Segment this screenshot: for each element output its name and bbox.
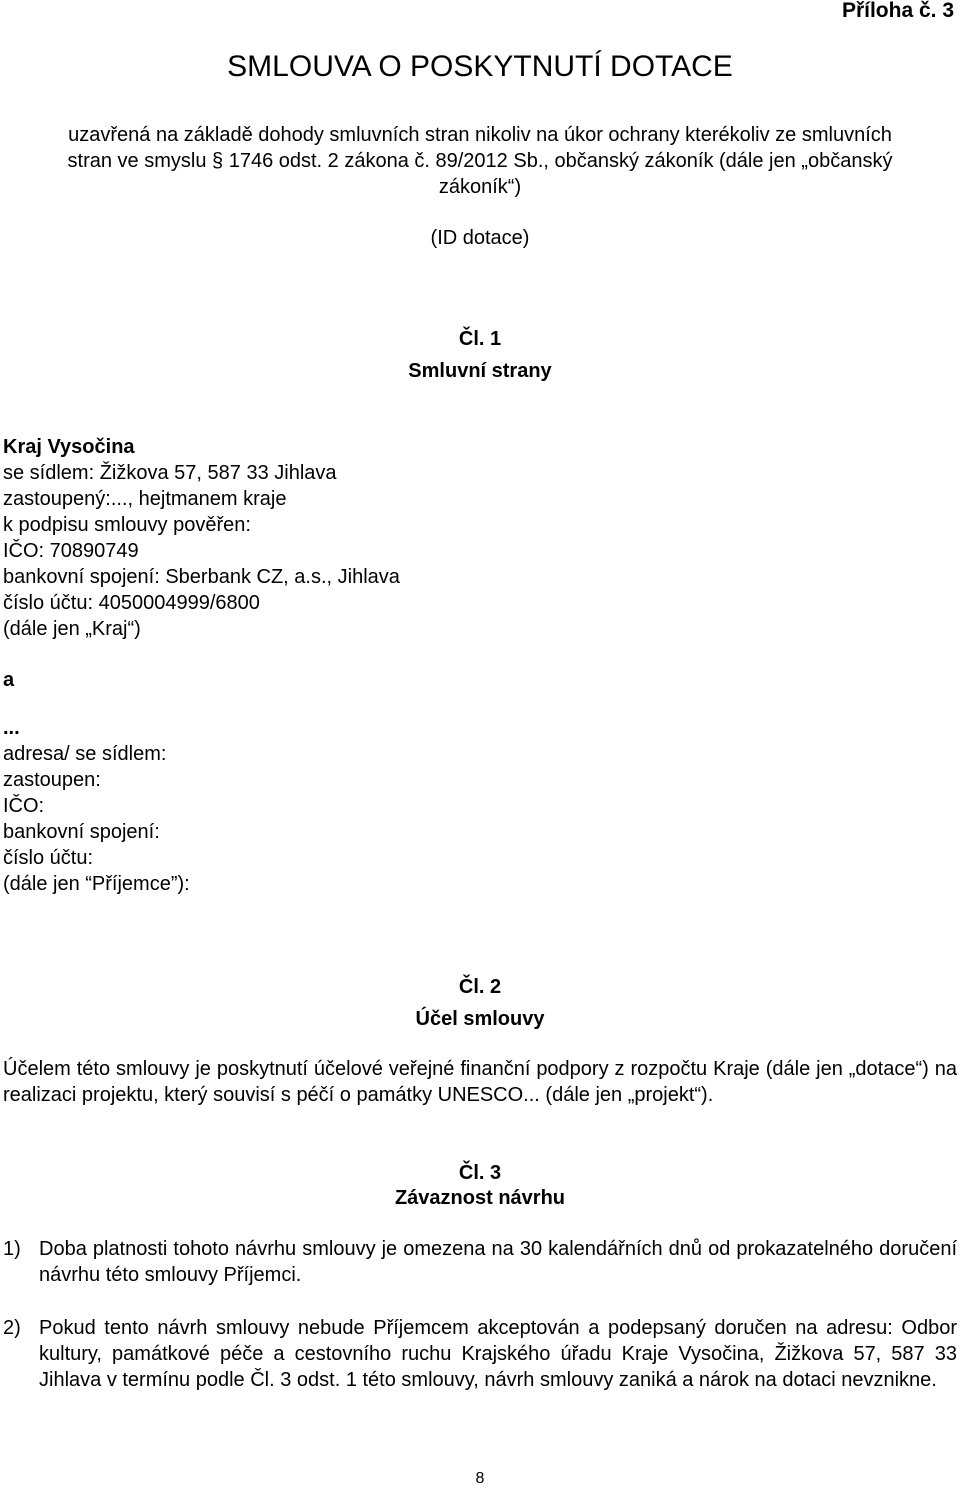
article3-item-2 (3, 1315, 957, 1393)
party1-line: bankovní spojení: Sberbank CZ, a.s., Jihlava (3, 566, 400, 588)
party2-line: (dále jen “Příjemce”): (3, 873, 190, 895)
article2-heading: Účel smlouvy (415, 1008, 545, 1030)
subtitle-line: zákoník“) (438, 176, 522, 198)
party1-line: k podpisu smlouvy pověřen: (3, 514, 251, 536)
party1-block (3, 434, 400, 642)
page-number: 8 (475, 1470, 485, 1487)
subtitle-line: stran ve smyslu § 1746 odst. 2 zákona č. 89/2012 Sb., občanský zákoník (dále jen „občanský (67, 150, 893, 172)
item-text: Pokud tento návrh smlouvy nebude Příjemcem akceptován a podepsaný doručen na adresu: Odbor kultury, památkové péče a cestovního ruchu Krajského úřadu Kraje Vysočina, Žižkova 57, 587 33 Jihlava v termínu podle Čl. 3 odst. 1 této smlouvy, návrh smlouvy zaniká a nárok na dotaci nevznikne. (39, 1317, 957, 1391)
party2-line: zastoupen: (3, 769, 101, 791)
party1-line: (dále jen „Kraj“) (3, 618, 141, 640)
document-title (0, 50, 960, 84)
article2-number: Čl. 2 (458, 976, 502, 998)
party2-block (3, 715, 190, 897)
item-number: 2) (3, 1317, 21, 1339)
article2-text: Účelem této smlouvy je poskytnutí účelové veřejné finanční podpory z rozpočtu Kraje (dále jen „dotace“) na realizaci projektu, který souvisí s péčí o památky UNESCO... (dále jen „projekt“). (3, 1058, 957, 1106)
party2-line: bankovní spojení: (3, 821, 160, 843)
party1-name: Kraj Vysočina (3, 436, 135, 458)
document-subtitle (0, 122, 960, 200)
id-line: (ID dotace) (430, 227, 530, 249)
party2-line: adresa/ se sídlem: (3, 743, 167, 765)
party2-line: číslo účtu: (3, 847, 94, 869)
party1-line: se sídlem: Žižkova 57, 587 33 Jihlava (3, 462, 337, 484)
item-number: 1) (3, 1238, 21, 1260)
party2-line: IČO: (3, 795, 45, 817)
article3-item-1 (3, 1236, 957, 1288)
annex-label: Příloha č. 3 (841, 0, 954, 22)
article1-number: Čl. 1 (458, 328, 502, 350)
article1-heading: Smluvní strany (408, 360, 552, 382)
document-title-text: SMLOUVA O POSKYTNUTÍ DOTACE (227, 50, 733, 83)
party1-line: zastoupený:..., hejtmanem kraje (3, 488, 287, 510)
party2-name: ... (3, 717, 20, 739)
article3-number: Čl. 3 (458, 1162, 502, 1184)
article3-heading: Závaznost návrhu (394, 1187, 566, 1209)
party1-line: IČO: 70890749 (3, 540, 139, 562)
party1-line: číslo účtu: 4050004999/6800 (3, 592, 260, 614)
conjunction: a (3, 669, 15, 691)
item-text: Doba platnosti tohoto návrhu smlouvy je omezena na 30 kalendářních dnů od prokazatelného doručení návrhu této smlouvy Příjemci. (39, 1238, 957, 1286)
subtitle-line: uzavřená na základě dohody smluvních stran nikoliv na úkor ochrany kterékoliv ze smluvních (68, 124, 892, 146)
